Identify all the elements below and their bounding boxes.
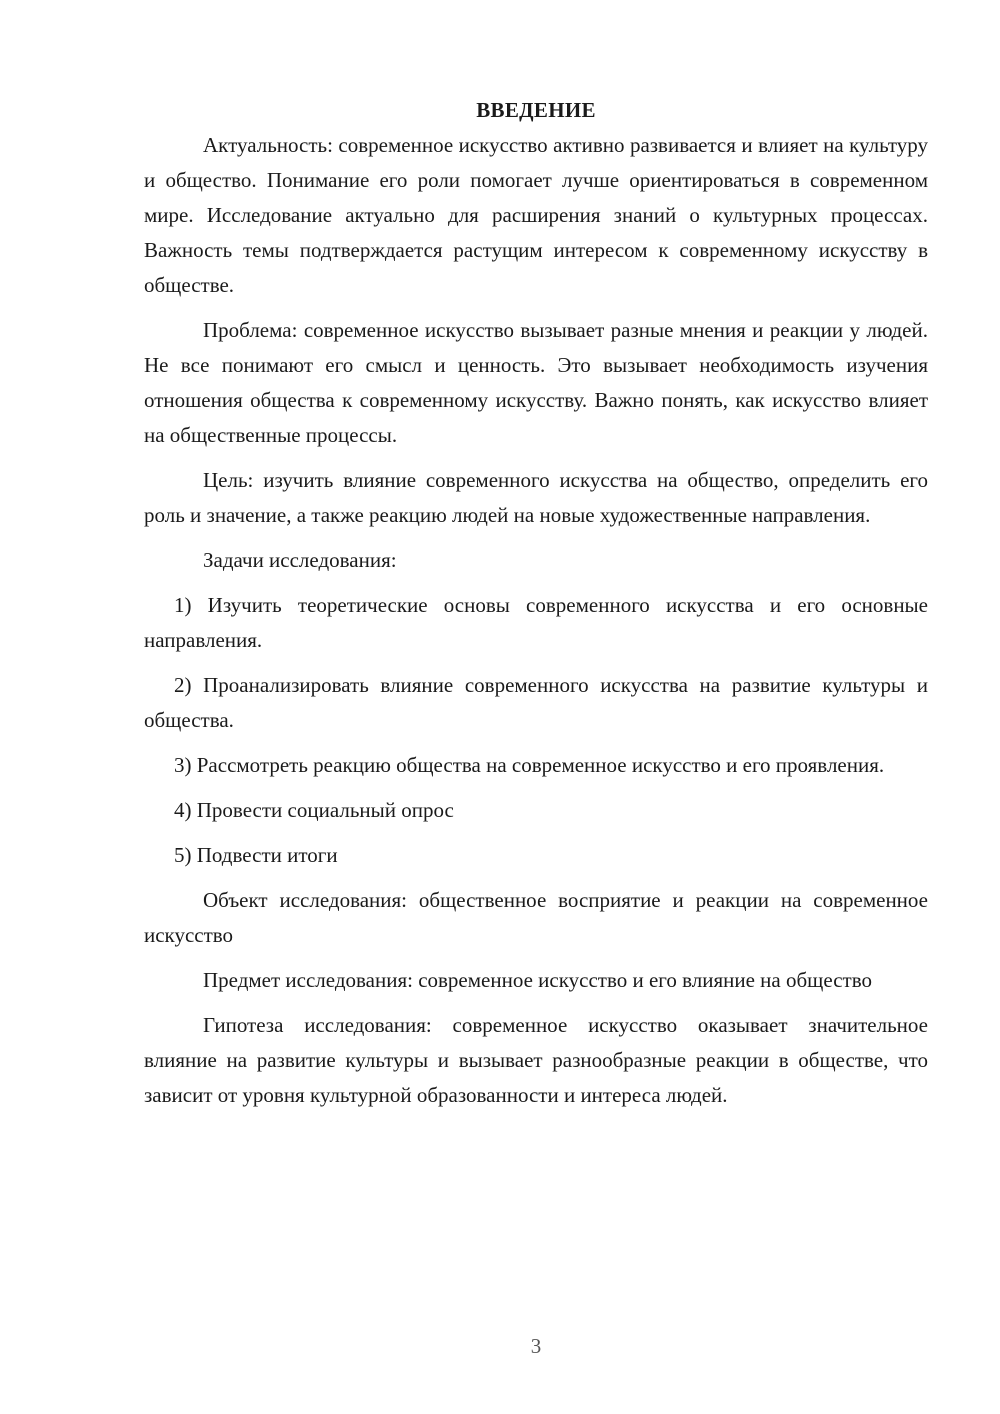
task-item: 2) Проанализировать влияние современного искусства на развитие культуры и общества. [144, 673, 928, 732]
task-item: 5) Подвести итоги [174, 843, 338, 867]
task-item: 1) Изучить теоретические основы современного искусства и его основные направления. [144, 593, 928, 652]
relevance-paragraph: Актуальность: современное искусство активно развивается и влияет на культуру и общество. Понимание его роли помогает лучше ориентироваться в современном мире. Исследование актуально для расширения знаний о культурных процессах. Важность темы подтверждается растущим интересом к современному искусству в обществе. [144, 133, 928, 297]
object-paragraph: Объект исследования: общественное восприятие и реакции на современное искусство [144, 888, 928, 947]
task-item: 3) Рассмотреть реакцию общества на современное искусство и его проявления. [174, 753, 885, 777]
task-item: 4) Провести социальный опрос [174, 798, 454, 822]
tasks-heading: Задачи исследования: [203, 548, 397, 572]
page-title: ВВЕДЕНИЕ [476, 98, 596, 122]
goal-paragraph: Цель: изучить влияние современного искусства на общество, определить его роль и значение, а также реакцию людей на новые художественные направления. [144, 468, 928, 527]
hypothesis-paragraph: Гипотеза исследования: современное искусство оказывает значительное влияние на развитие культуры и вызывает разнообразные реакции в обществе, что зависит от уровня культурной образованности и интереса людей. [144, 1013, 928, 1107]
subject-paragraph: Предмет исследования: современное искусство и его влияние на общество [203, 968, 872, 992]
document-page [144, 93, 928, 1123]
page-number: 3 [530, 1334, 542, 1358]
problem-paragraph: Проблема: современное искусство вызывает разные мнения и реакции у людей. Не все понимают его смысл и ценность. Это вызывает необходимость изучения отношения общества к современному искусству. Важно понять, как искусство влияет на общественные процессы. [144, 318, 928, 447]
